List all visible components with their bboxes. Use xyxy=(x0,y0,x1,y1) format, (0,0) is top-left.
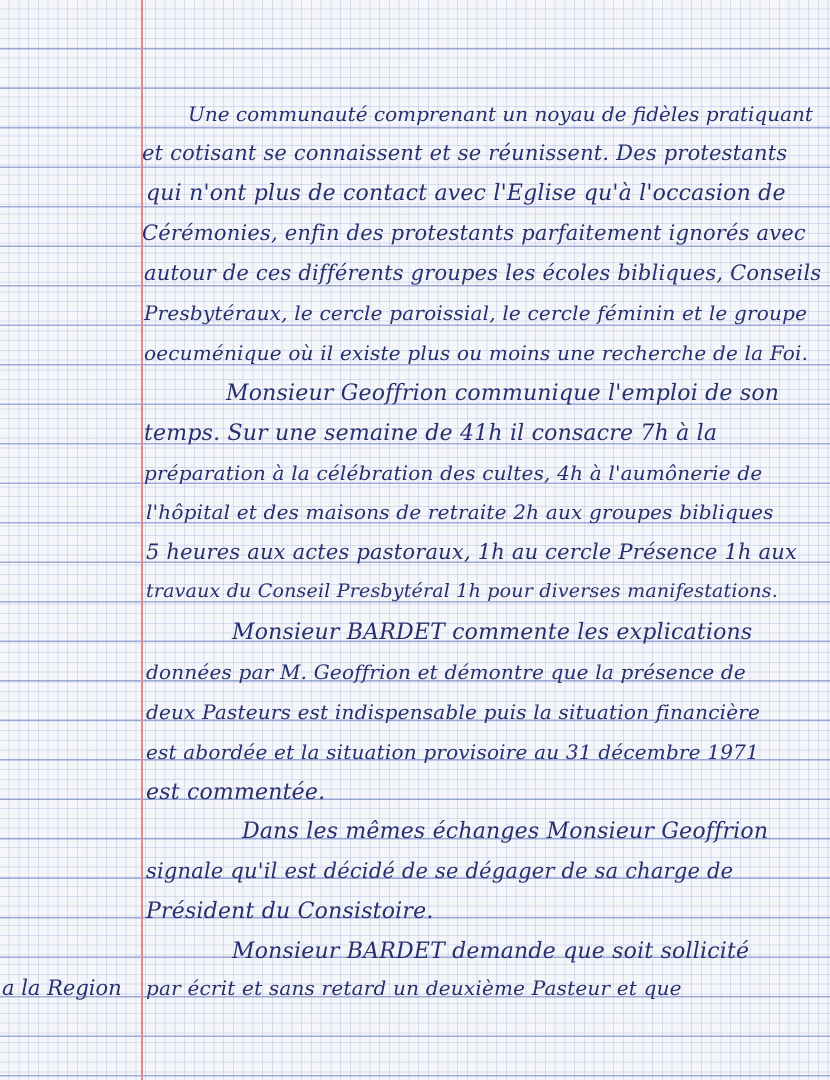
text-line-23: par écrit et sans retard un deuxième Pasteur et que xyxy=(146,976,682,1000)
text-line-8: Monsieur Geoffrion communique l'emploi de son xyxy=(226,381,780,406)
text-line-16: deux Pasteurs est indispensable puis la situation financière xyxy=(146,700,761,724)
text-line-12: 5 heures aux actes pastoraux, 1h au cercle Présence 1h aux xyxy=(146,540,798,564)
text-line-6: Presbytéraux, le cercle paroissial, le cercle féminin et le groupe xyxy=(144,301,808,325)
text-line-7: oecuménique où il existe plus ou moins une recherche de la Foi. xyxy=(144,341,809,365)
text-line-22: Monsieur BARDET demande que soit sollicité xyxy=(232,939,750,964)
text-line-4: Cérémonies, enfin des protestants parfaitement ignorés avec xyxy=(142,221,806,245)
text-line-2: et cotisant se connaissent et se réunissent. Des protestants xyxy=(142,141,788,165)
text-line-10: préparation à la célébration des cultes, 4h à l'aumônerie de xyxy=(144,461,763,485)
text-line-5: autour de ces différents groupes les écoles bibliques, Conseils xyxy=(144,261,822,285)
text-line-14: Monsieur BARDET commente les explications xyxy=(232,620,753,645)
text-line-3: qui n'ont plus de contact avec l'Eglise qu'à l'occasion de xyxy=(146,181,786,206)
text-line-19: Dans les mêmes échanges Monsieur Geoffrion xyxy=(242,819,769,844)
text-line-18: est commentée. xyxy=(146,780,326,805)
text-line-15: données par M. Geoffrion et démontre que la présence de xyxy=(146,660,746,684)
text-line-13: travaux du Conseil Presbytéral 1h pour diverses manifestations. xyxy=(146,580,778,602)
text-line-9: temps. Sur une semaine de 41h il consacre 7h à la xyxy=(144,421,718,446)
text-line-21: Président du Consistoire. xyxy=(146,899,434,924)
margin-note: a la Region xyxy=(2,976,122,1000)
text-line-11: l'hôpital et des maisons de retraite 2h aux groupes bibliques xyxy=(146,500,774,524)
text-line-20: signale qu'il est décidé de se dégager de sa charge de xyxy=(146,859,734,883)
text-line-17: est abordée et la situation provisoire au 31 décembre 1971 xyxy=(146,740,759,764)
text-line-1: Une communauté comprenant un noyau de fidèles pratiquant xyxy=(188,102,813,126)
